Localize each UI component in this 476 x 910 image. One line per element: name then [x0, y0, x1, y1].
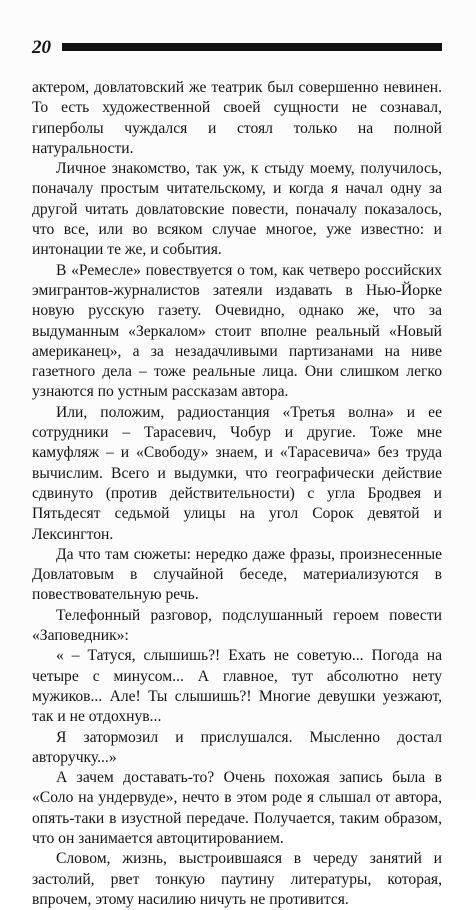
paragraph: А зачем доставать-то? Очень похожая запись была в «Соло на ундервуде», нечто в этом роде я слышал от автора, опять-таки в изустной передаче. Получается, таким образом, что он занимается автоцитированием. [32, 769, 442, 847]
paragraph: Телефонный разговор, подслушанный героем повести «Заповедник»: [32, 606, 442, 645]
quote-paragraph: « – Татуся, слышишь?! Ехать не советую... Погода на четыре с минусом... А главное, тут абсолютно нету мужиков... Але! Ты слышишь?! Многие девушки уезжают, так и не отдохнув... [32, 647, 442, 726]
paragraph: Или, положим, радиостанция «Третья волна» и ее сотрудники – Тарасевич, Чобур и другие. Тоже мне камуфляж – и «Свободу» знаем, и «Тарасевича» без труда вычислим. Всего и выдумки, что географически действие сдвинуто (против действительности) с угла Бродвея и Пятьдесят седьмой улицы на угол Сорок девятой и Лексингтон. [32, 403, 442, 543]
page-number: 20 [32, 37, 51, 58]
paragraph: В «Ремесле» повествуется о том, как четверо российских эмигрантов-журналистов затеяли издавать в Нью-Йорке новую русскую газету. Очевидно, однако же, что за выдуманным «Зеркалом» стоит вполне реальный «Новый американец», а за незадачливыми партизанами на ниве газетного дела – тоже реальные лица. Они слишком легко узнаются по устным рассказам автора. [32, 261, 442, 401]
paragraph: Личное знакомство, так уж, к стыду моему, получилось, поначалу простым читательскому, и когда я начал одну за другой читать довлатовские повести, поначалу показалось, что все, или во всяком случае многое, уже известно: и интонации те же, и события. [32, 160, 442, 259]
paragraph: актером, довлатовский же театрик был совершенно невинен. То есть художественной своей сущности не сознавал, гиперболы чуждался и стоял только на полной натуральности. [32, 79, 442, 157]
header-rule [62, 43, 442, 51]
paragraph: Словом, жизнь, выстроившаяся в череду занятий и застолий, рвет тонкую паутину литературы, которая, впрочем, этому насилию ничуть не противится. [32, 850, 442, 908]
body-text [32, 78, 442, 910]
quote-paragraph: Я затормозил и прислушался. Мысленно достал авторучку...» [32, 728, 442, 766]
paragraph: Да что там сюжеты: нередко даже фразы, произнесенные Довлатовым в случайной беседе, материализуются в повествовательную речь. [32, 545, 442, 604]
page-header [32, 38, 442, 58]
